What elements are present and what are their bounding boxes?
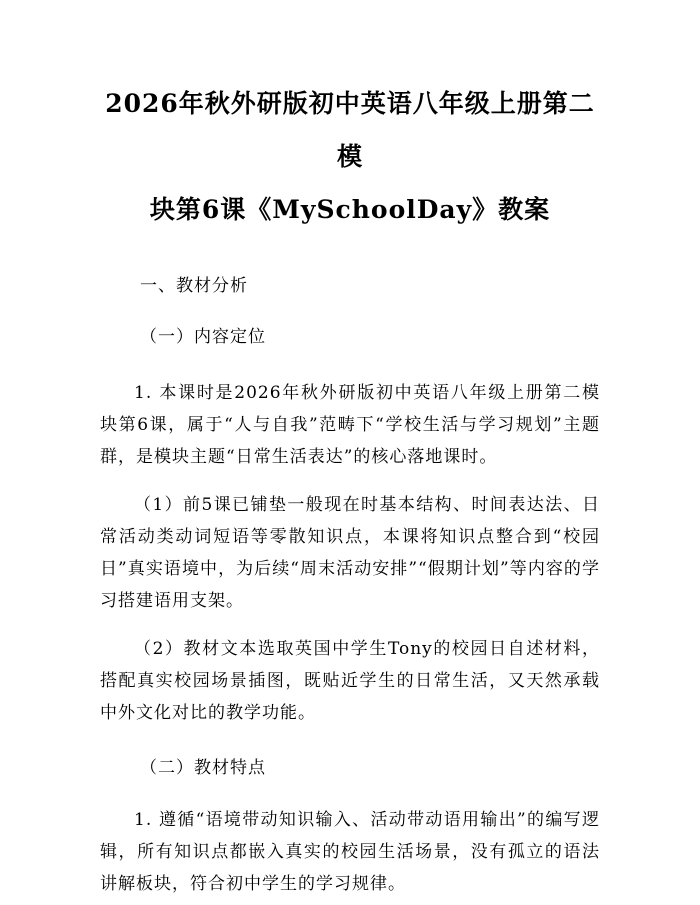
paragraph-4: 1. 遵循“语境带动知识输入、活动带动语用输出”的编写逻辑，所有知识点都嵌入真实的校园生活场景，没有孤立的语法讲解板块，符合初中学生的学习规律。 <box>100 810 600 894</box>
paragraph-3: （2）教材文本选取英国中学生Tony的校园日自述材料，搭配真实校园场景插图，既贴近学生的日常生活，又天然承载中外文化对比的教学功能。 <box>100 639 600 723</box>
paragraph-2: （1）前5课已铺垫一般现在时基本结构、时间表达法、日常活动类动词短语等零散知识点，本课将知识点整合到“校园日”真实语境中，为后续“周末活动安排”“假期计划”等内容的学习搭建语用支架。 <box>100 495 600 611</box>
subsection-heading-textbook-features: （二）教材特点 <box>140 758 266 778</box>
document-title-line-1: 2026年秋外研版初中英语八年级上册第二模 <box>105 89 595 171</box>
subsection-heading-content-positioning: （一）内容定位 <box>140 327 266 347</box>
document-title-line-2: 块第6课《MySchoolDay》教案 <box>149 195 551 224</box>
paragraph-1: 1. 本课时是2026年秋外研版初中英语八年级上册第二模块第6课，属于“人与自我”范畴下“学校生活与学习规划”主题群，是模块主题“日常生活表达”的核心落地课时。 <box>100 383 600 467</box>
section-heading-textbook-analysis: 一、教材分析 <box>140 276 248 296</box>
